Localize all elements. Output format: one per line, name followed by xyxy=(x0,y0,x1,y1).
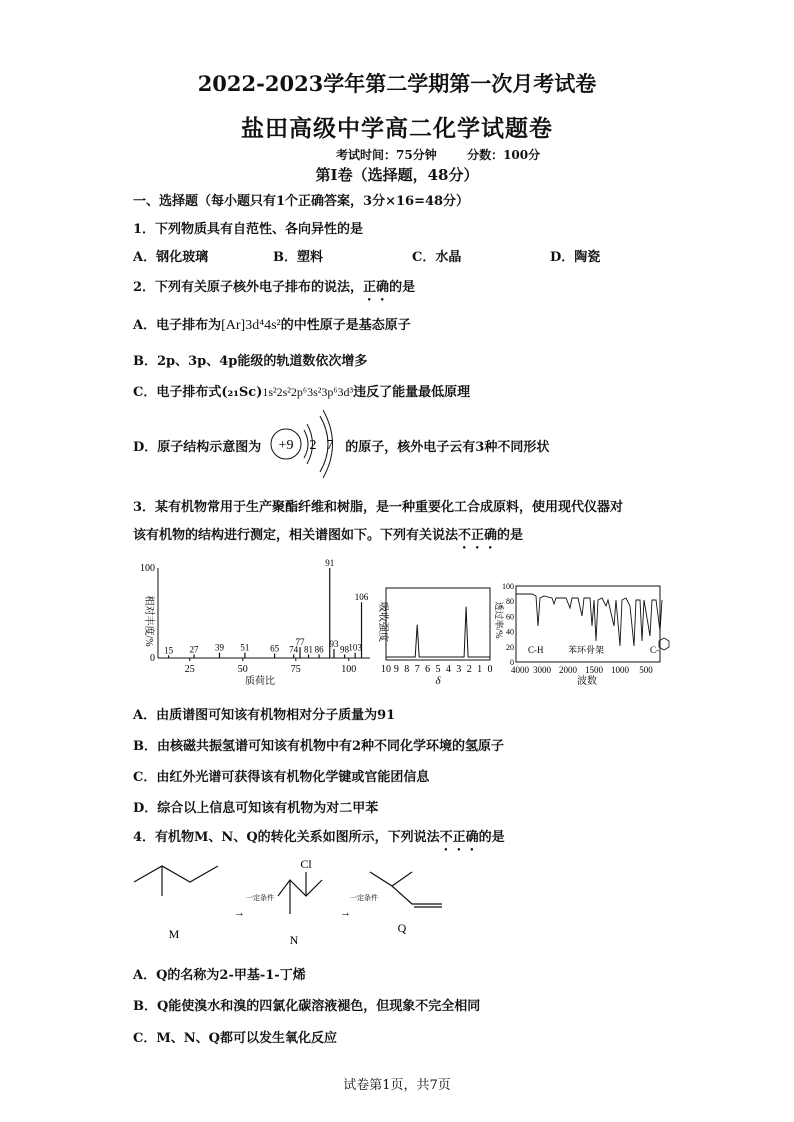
ir-ytick: 80 xyxy=(506,597,514,607)
nmr-ylabel: 吸收强度 xyxy=(377,602,388,642)
ms-peak-label: 91 xyxy=(325,558,335,568)
ms-ytick: 0 xyxy=(150,653,155,664)
ms-peak-label: 77 xyxy=(295,637,305,648)
q1-option-d: D．陶瓷 xyxy=(550,250,601,265)
label-cl: Cl xyxy=(300,857,312,871)
q4-option-c: C．M、N、Q都可以发生氧化反应 xyxy=(133,1031,337,1046)
nmr-xtick: 3 xyxy=(456,664,462,675)
atom-nucleus-label: +9 xyxy=(278,438,294,453)
q3-option-d: D．综合以上信息可知该有机物为对二甲苯 xyxy=(133,801,379,816)
ms-peak-label: 106 xyxy=(354,592,369,603)
ir-xtick: 1000 xyxy=(611,665,629,675)
ms-ylabel: 相对丰度/% xyxy=(143,595,154,647)
ir-trace xyxy=(516,594,662,646)
q3-option-b: B．由核磁共振氢谱可知该有机物中有2种不同化学环境的氢原子 xyxy=(133,739,505,754)
nmr-xtick: 6 xyxy=(425,664,431,675)
ms-peak-label: 93 xyxy=(329,639,339,649)
nmr-trace xyxy=(386,607,490,657)
ir-xtick: 3000 xyxy=(533,665,551,675)
ir-ytick: 0 xyxy=(510,658,514,667)
atom-shell1-label: 2 xyxy=(309,438,317,453)
ir-xtick: 500 xyxy=(639,665,653,675)
nmr-xtick: 2 xyxy=(466,664,472,675)
molecule-m xyxy=(134,866,218,896)
nmr-xlabel: δ xyxy=(435,675,441,687)
q3-option-c: C．由红外光谱可获得该有机物化学键或官能团信息 xyxy=(133,770,430,785)
arrow-2-icon: → xyxy=(340,907,351,919)
nmr-xtick: 7 xyxy=(414,664,420,675)
molecule-n xyxy=(278,872,322,914)
ms-peak-label: 86 xyxy=(314,644,324,655)
label-q: Q xyxy=(397,921,407,935)
ir-annotation-ch: C-H xyxy=(528,645,544,655)
exam-score: 分数：100分 xyxy=(467,148,541,162)
ir-annotation-ring: 苯环骨架 xyxy=(568,645,605,655)
ms-xtick: 75 xyxy=(290,664,301,675)
ir-xtick: 2000 xyxy=(559,665,577,675)
mass-spectrum-chart xyxy=(130,556,375,688)
q2-option-a: A．电子排布为[Ar]3d⁴4s²的中性原子是基态原子 xyxy=(133,318,411,333)
q2-option-b: B．2p、3p、4p能级的轨道数依次增多 xyxy=(133,354,368,369)
arrow-1-icon: → xyxy=(234,907,245,919)
ir-xlabel: 波数 xyxy=(577,676,597,687)
page-footer: 试卷第1页，共7页 xyxy=(343,1078,451,1093)
ir-ytick: 100 xyxy=(502,582,514,591)
ir-ytick: 60 xyxy=(506,612,514,622)
reaction-scheme-diagram xyxy=(130,852,460,952)
exam-time: 考试时间：75分钟 xyxy=(336,148,437,162)
nmr-xtick: 9 xyxy=(393,664,399,675)
ms-peak-label: 103 xyxy=(348,642,362,653)
exam-title: 2022-2023学年第二学期第一次月考试卷 xyxy=(197,71,597,96)
nmr-spectrum-chart xyxy=(372,582,494,688)
ms-peak-label: 15 xyxy=(164,645,174,656)
ms-xtick: 100 xyxy=(341,664,357,675)
label-m: M xyxy=(168,927,180,941)
ms-peak-label: 51 xyxy=(240,642,250,653)
ms-peak-label: 74 xyxy=(289,644,299,655)
nmr-frame xyxy=(386,588,490,660)
ms-xtick: 25 xyxy=(184,664,195,675)
label-n: N xyxy=(289,933,299,947)
ir-ytick: 40 xyxy=(506,627,514,637)
nmr-xtick: 1 xyxy=(477,664,483,675)
ir-annotation-c: C- xyxy=(650,645,659,655)
school-title: 盐田高级中学高二化学试题卷 xyxy=(241,115,553,142)
ms-peak-label: 27 xyxy=(189,644,199,655)
q3-stem-line1: 3．某有机物常用于生产聚酯纤维和树脂，是一种重要化工合成原料，使用现代仪器对 xyxy=(133,500,624,515)
nmr-xtick: 8 xyxy=(404,664,410,675)
volume-heading: 第Ⅰ卷（选择题，48分） xyxy=(315,166,479,184)
ms-peak-label: 81 xyxy=(304,644,314,655)
q1-option-a: A．钢化玻璃 xyxy=(133,250,209,265)
ir-ylabel: 透过率/% xyxy=(494,601,504,639)
q2-option-c: C．电子排布式(₂₁Sc)1s²2s²2p⁶3s²3p⁶3d³违反了能量最低原理 xyxy=(133,385,471,400)
ir-xtick: 4000 xyxy=(511,665,529,675)
q2-option-d: D．原子结构示意图为 的原子，核外电子云有3种不同形状 xyxy=(133,440,550,455)
exam-meta xyxy=(336,146,540,163)
nmr-xtick: 4 xyxy=(445,664,451,675)
ms-xlabel: 质荷比 xyxy=(245,676,275,687)
nmr-xtick: 10 xyxy=(381,664,391,675)
ir-xtick: 1500 xyxy=(585,665,603,675)
ir-spectrum-chart xyxy=(487,580,670,688)
q3-option-a: A．由质谱图可知该有机物相对分子质量为91 xyxy=(133,708,396,723)
q4-stem: 4．有机物M、N、Q的转化关系如图所示，下列说法不正确的是 xyxy=(133,830,505,845)
q3-stem-line2: 该有机物的结构进行测定，相关谱图如下。下列有关说法不正确的是 xyxy=(133,528,524,543)
ms-peak-label: 39 xyxy=(214,642,224,653)
ms-peak-label: 65 xyxy=(270,643,280,654)
atom-shell2-label: 7 xyxy=(326,438,334,453)
ms-ytick: 100 xyxy=(140,563,155,574)
q4-option-b: B．Q能使溴水和溴的四氯化碳溶液褪色，但现象不完全相同 xyxy=(133,999,481,1014)
q1-option-c: C．水晶 xyxy=(412,250,462,265)
condition-2: 一定条件 xyxy=(350,894,378,902)
condition-1: 一定条件 xyxy=(246,894,274,902)
q2-stem: 2．下列有关原子核外电子排布的说法，正确的是 xyxy=(133,280,416,295)
atom-structure-diagram xyxy=(266,408,356,480)
q1-option-b: B．塑料 xyxy=(273,250,323,265)
q4-option-a: A．Q的名称为2-甲基-1-丁烯 xyxy=(133,968,306,983)
section-heading: 一、选择题（每小题只有1个正确答案，3分×16=48分） xyxy=(133,194,470,209)
nmr-xtick: 0 xyxy=(487,664,493,675)
q1-stem: 1．下列物质具有自范性、各向异性的是 xyxy=(133,222,364,237)
ms-xtick: 50 xyxy=(237,664,248,675)
ir-ytick: 20 xyxy=(506,642,514,652)
ms-peak-label: 98 xyxy=(340,644,350,655)
molecule-q xyxy=(370,872,442,907)
nmr-xtick: 5 xyxy=(435,664,441,675)
